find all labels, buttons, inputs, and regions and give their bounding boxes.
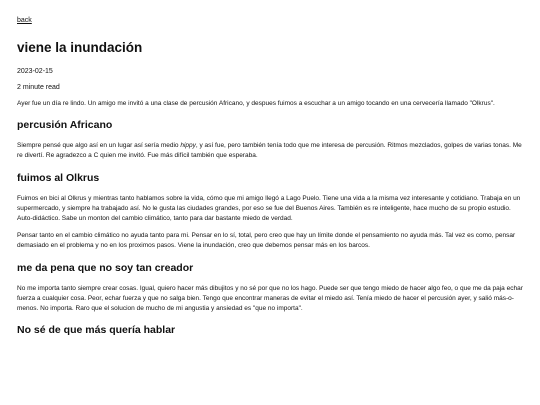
section-heading-creador: me da pena que no soy tan creador [17, 261, 194, 274]
post-read-time: 2 minute read [17, 84, 60, 91]
section-paragraph-percusion: Siempre pensé que algo así en un lugar así sería medio hippy, y así fue, pero también tenía todo que me interesa de percusión. Ritmos mezclados, golpes de varias tonas. Me re divertí. Re agradezco a C quien me invitó. Fue más difícil también que esperaba. [17, 142, 522, 160]
back-link[interactable]: back [17, 17, 32, 24]
section-paragraph-olkrus-2: Pensar tanto en el cambio climático no ayuda tanto para mi. Pensar en lo sí, total, pero creo que hay un límite donde el pensamiento no ayuda más. Tal vez es como, pensar demasiado en el problema y no en los proximos pasos. Viene la inundación, creo que debemos pensar más en los barcos. [17, 232, 516, 250]
post-date: 2023-02-15 [17, 68, 53, 75]
section-heading-hablar: No sé de que más quería hablar [17, 324, 176, 337]
section-heading-olkrus: fuimos al Olkrus [17, 171, 100, 184]
emphasis-text: hippy [180, 142, 196, 150]
section-paragraph-creador: No me importa tanto siempre crear cosas. Igual, quiero hacer más dibujitos y no sé por que no los hago. Puede ser que tengo miedo de hacer algo feo, o que me da paja echar fuerza a cualquier cosa. Peor, echar fuerza y que no salga bien. Tengo que encontrar maneras de evitar el miedo así. Tenía miedo de hacer el percusión ayer, y salió más-o-menos. No importa. Raro que el solucion de mucho de mi angustia y ansiedad es "que no importa". [17, 284, 523, 313]
section-paragraph-olkrus-1: Fuimos en bici al Olkrus y mientras tanto hablamos sobre la vida, cómo que mi amigo llegó a Lago Puelo. Tiene una vida a la misma vez interesante y cotidiano. Trabaja en un supermercado, y siempre ha trabajado así. No le gusta las ciudades grandes, por eso se fue del Buenos Aires. También es re inteligente, hace mucho de su propio estudio. Auto-didáctico. Sabe un monton del cambio climático, tanto para dar bastante miedo de verdad. [17, 194, 521, 223]
section-heading-percusion: percusión Africano [17, 119, 113, 132]
post-title: viene la inundación [17, 40, 143, 55]
intro-paragraph: Ayer fue un día re lindo. Un amigo me invitó a una clase de percusión Africano, y despues fuimos a escuchar a un amigo tocando en una cervecería llamado "Olkrus". [17, 100, 495, 107]
